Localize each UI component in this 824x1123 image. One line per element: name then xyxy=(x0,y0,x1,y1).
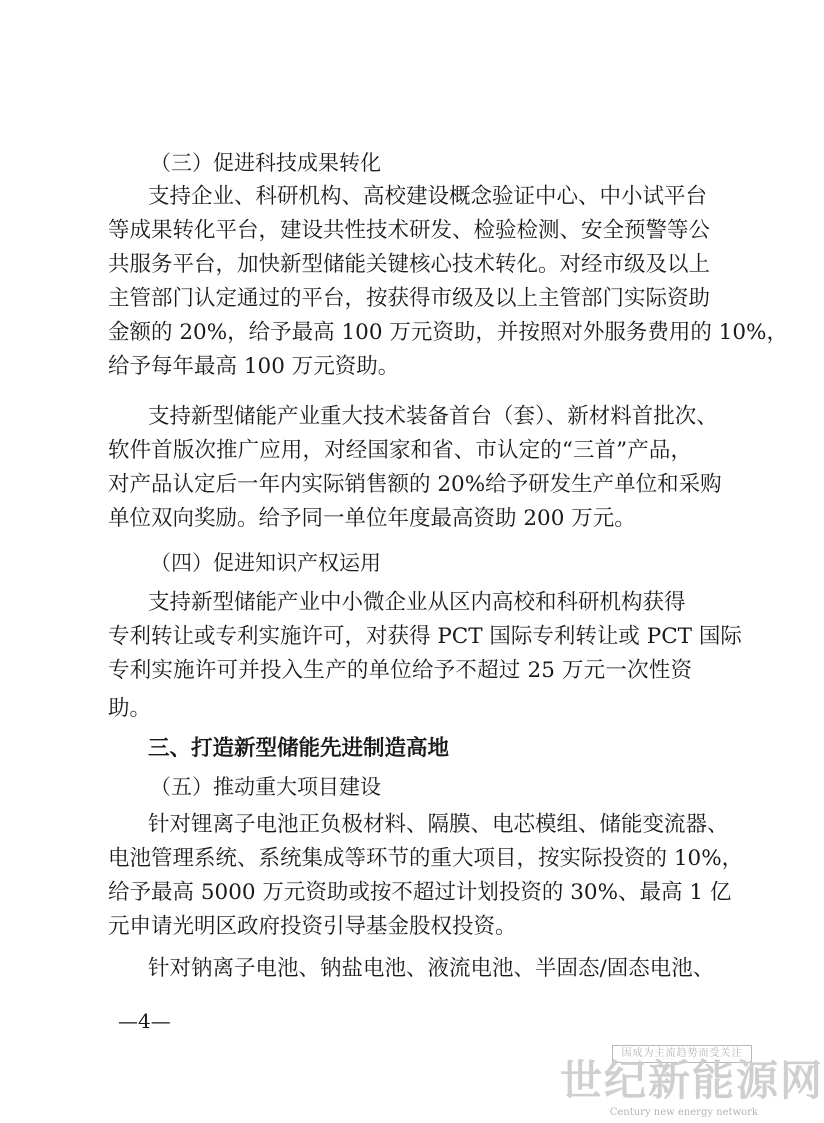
paragraph-1-line-6: 给予每年最高 100 万元资助。 xyxy=(108,354,400,379)
paragraph-1-line-5: 金额的 20%，给予最高 100 万元资助，并按照对外服务费用的 10%， xyxy=(108,320,788,345)
paragraph-1-line-1: 支持企业、科研机构、高校建设概念验证中心、中小试平台 xyxy=(148,184,708,209)
paragraph-4-line-3: 给予最高 5000 万元资助或按不超过计划投资的 30%、最高 1 亿 xyxy=(108,880,732,905)
paragraph-3-line-2: 专利转让或专利实施许可，对获得 PCT 国际专利转让或 PCT 国际 xyxy=(108,624,742,649)
paragraph-2-line-4: 单位双向奖励。给予同一单位年度最高资助 200 万元。 xyxy=(108,506,636,531)
paragraph-2-line-3: 对产品认定后一年内实际销售额的 20%给予研发生产单位和采购 xyxy=(108,472,722,497)
paragraph-2-line-2: 软件首版次推广应用，对经国家和省、市认定的“三首”产品， xyxy=(108,438,692,463)
paragraph-4-line-2: 电池管理系统、系统集成等环节的重大项目，按实际投资的 10%， xyxy=(108,846,744,871)
watermark-tagline: 因成为主流趋势而受关注 xyxy=(612,1045,752,1063)
watermark-english: Century new energy network xyxy=(609,1107,758,1118)
page-number: —4— xyxy=(118,1009,171,1033)
section-3-heading: （三）促进科技成果转化 xyxy=(150,151,381,175)
section-4-heading: （四）促进知识产权运用 xyxy=(150,551,381,575)
paragraph-3-line-1: 支持新型储能产业中小微企业从区内高校和科研机构获得 xyxy=(148,590,686,615)
paragraph-2-line-1: 支持新型储能产业重大技术装备首台（套）、新材料首批次、 xyxy=(148,404,718,429)
paragraph-5-line-1: 针对钠离子电池、钠盐电池、液流电池、半固态/固态电池、 xyxy=(148,956,715,981)
section-5-heading: （五）推动重大项目建设 xyxy=(150,775,381,799)
paragraph-1-line-4: 主管部门认定通过的平台，按获得市级及以上主管部门实际资助 xyxy=(108,286,711,311)
chapter-3-heading: 三、打造新型储能先进制造高地 xyxy=(148,736,450,761)
paragraph-3-line-4: 助。 xyxy=(108,696,152,721)
paragraph-1-line-3: 共服务平台，加快新型储能关键核心技术转化。对经市级及以上 xyxy=(108,252,711,277)
paragraph-4-line-1: 针对锂离子电池正负极材料、隔膜、电芯模组、储能变流器、 xyxy=(148,812,729,837)
paragraph-3-line-3: 专利实施许可并投入生产的单位给予不超过 25 万元一次性资 xyxy=(108,658,692,683)
paragraph-1-line-2: 等成果转化平台，建设共性技术研发、检验检测、安全预警等公 xyxy=(108,218,711,243)
watermark-logo: 世纪新能源网 xyxy=(560,1056,824,1105)
paragraph-4-line-4: 元申请光明区政府投资引导基金股权投资。 xyxy=(108,914,517,939)
